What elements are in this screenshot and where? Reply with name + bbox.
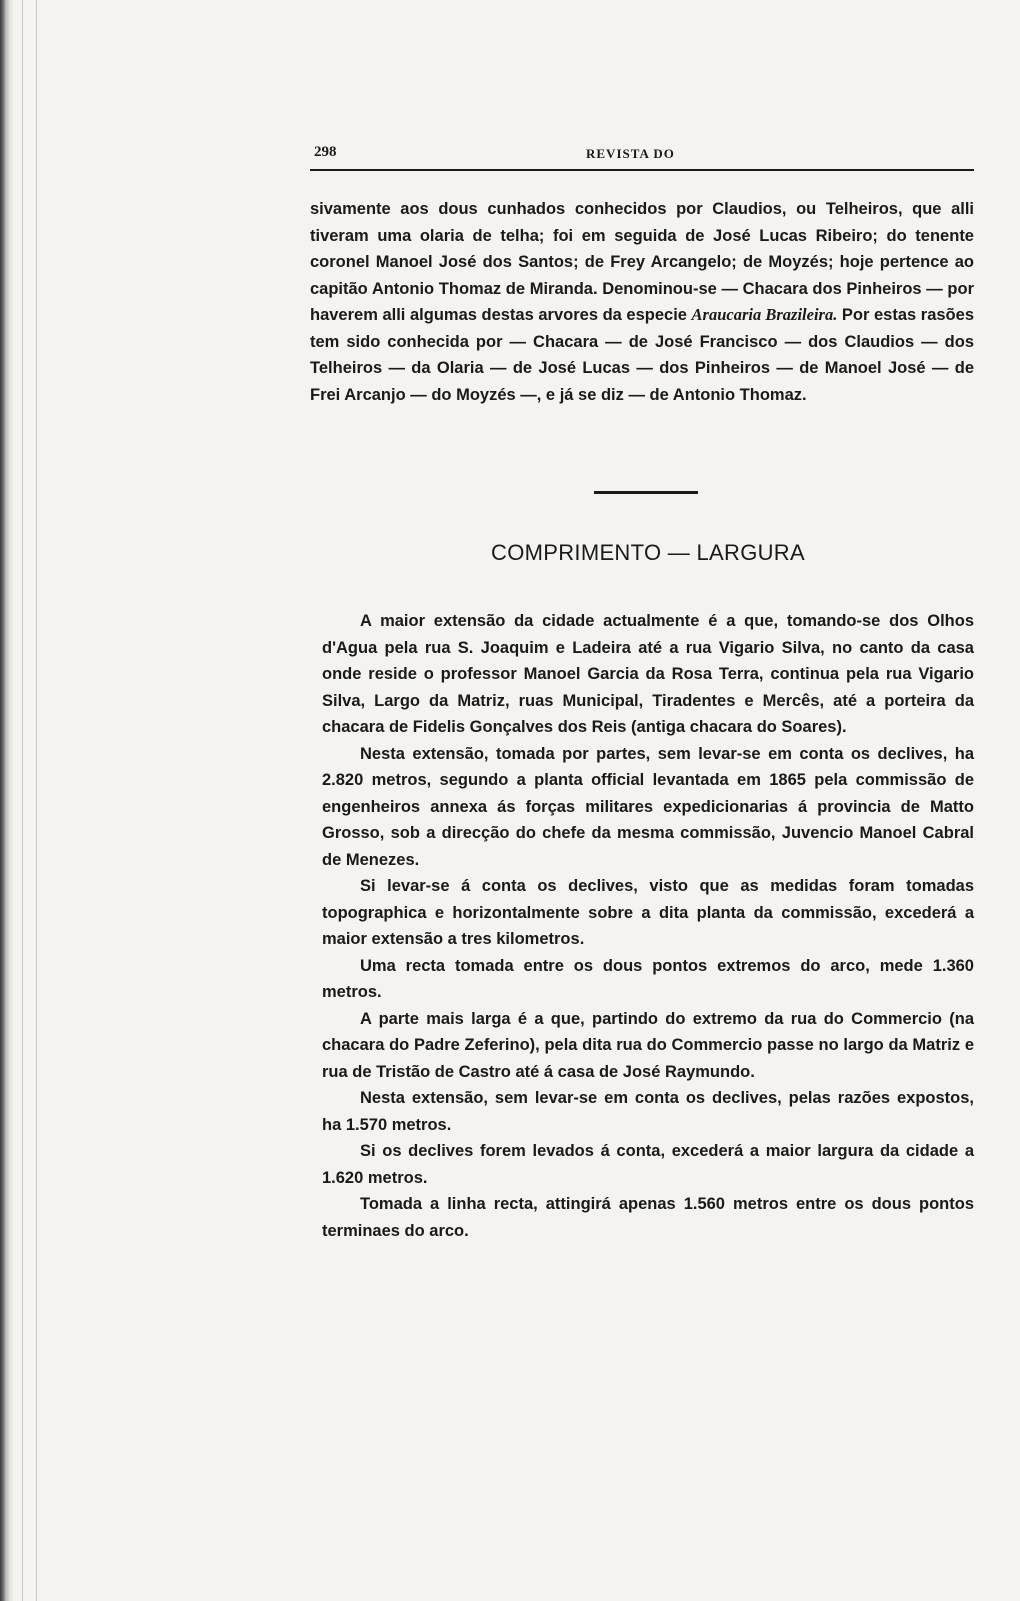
section-heading: COMPRIMENTO — LARGURA <box>491 540 805 565</box>
running-head <box>314 140 978 166</box>
body-paragraph: Tomada a linha recta, attingirá apenas 1.560 metros entre os dous pontos terminaes do arco. <box>322 1195 974 1240</box>
species-name: Araucaria Brazileira. <box>691 305 838 324</box>
section-separator-rule <box>594 491 698 494</box>
opening-paragraph <box>310 196 974 408</box>
binding-shadow-line <box>36 0 37 1601</box>
binding-shadow-line <box>22 0 23 1601</box>
section-body <box>322 608 974 1244</box>
header-rule <box>310 169 974 171</box>
body-paragraph: Nesta extensão, tomada por partes, sem levar-se em conta os declives, ha 2.820 metros, segundo a planta official levantada em 1865 pela commissão de engenheiros annexa ás forças militares expedicionarias á provincia de Matto Grosso, sob a direcção do chefe da mesma commissão, Juvencio Manoel Cabral de Menezes. <box>322 744 974 869</box>
opening-paragraph-text: sivamente aos dous cunhados conhecidos por Claudios, ou Telheiros, que alli tiveram uma olaria de telha; foi em seguida de José Lucas Ribeiro; do tenente coronel Manoel José dos Santos; de Frey Arcangelo; de Moyzés; hoje pertence ao capitão Antonio Thomaz de Miranda. Denominou-se — Chacara dos Pinheiros — por haverem alli algumas destas arvores da especie <box>310 200 974 324</box>
body-paragraph: Si levar-se á conta os declives, visto que as medidas foram tomadas topographica e horizontalmente sobre a dita planta da commissão, excederá a maior extensão a tres kilometros. <box>322 877 974 948</box>
running-title: REVISTA DO <box>586 146 675 161</box>
body-paragraph: Nesta extensão, sem levar-se em conta os declives, pelas razões expostos, ha 1.570 metros. <box>322 1089 974 1134</box>
page-number: 298 <box>314 144 337 160</box>
body-paragraph: Si os declives forem levados á conta, excederá a maior largura da cidade a 1.620 metros. <box>322 1142 974 1187</box>
body-paragraph: A maior extensão da cidade actualmente é a que, tomando-se dos Olhos d'Agua pela rua S. Joaquim e Ladeira até a rua Vigario Silva, no canto da casa onde reside o professor Manoel Garcia da Rosa Terra, continua pela rua Vigario Silva, Largo da Matriz, ruas Municipal, Tiradentes e Mercês, até a porteira da chacara de Fidelis Gonçalves dos Reis (antiga chacara do Soares). <box>322 612 974 736</box>
body-paragraph: A parte mais larga é a que, partindo do extremo da rua do Commercio (na chacara do Padre Zeferino), pela dita rua do Commercio passe no largo da Matriz e rua de Tristão de Castro até á casa de José Raymundo. <box>322 1009 974 1081</box>
book-binding-edge <box>0 0 14 1601</box>
book-page <box>310 140 978 1240</box>
opening-paragraph-text-cont: Por estas rasões tem sido conhecida por — Chacara — de José Francisco — dos Claudios — dos Telheiros — da Olaria — de José Lucas — dos Pinheiros — de Manoel José — de Frei Arcanjo — do Moyzés —, e já se diz — de Antonio Thomaz. <box>310 306 974 404</box>
body-paragraph: Uma recta tomada entre os dous pontos extremos do arco, mede 1.360 metros. <box>322 956 974 1001</box>
